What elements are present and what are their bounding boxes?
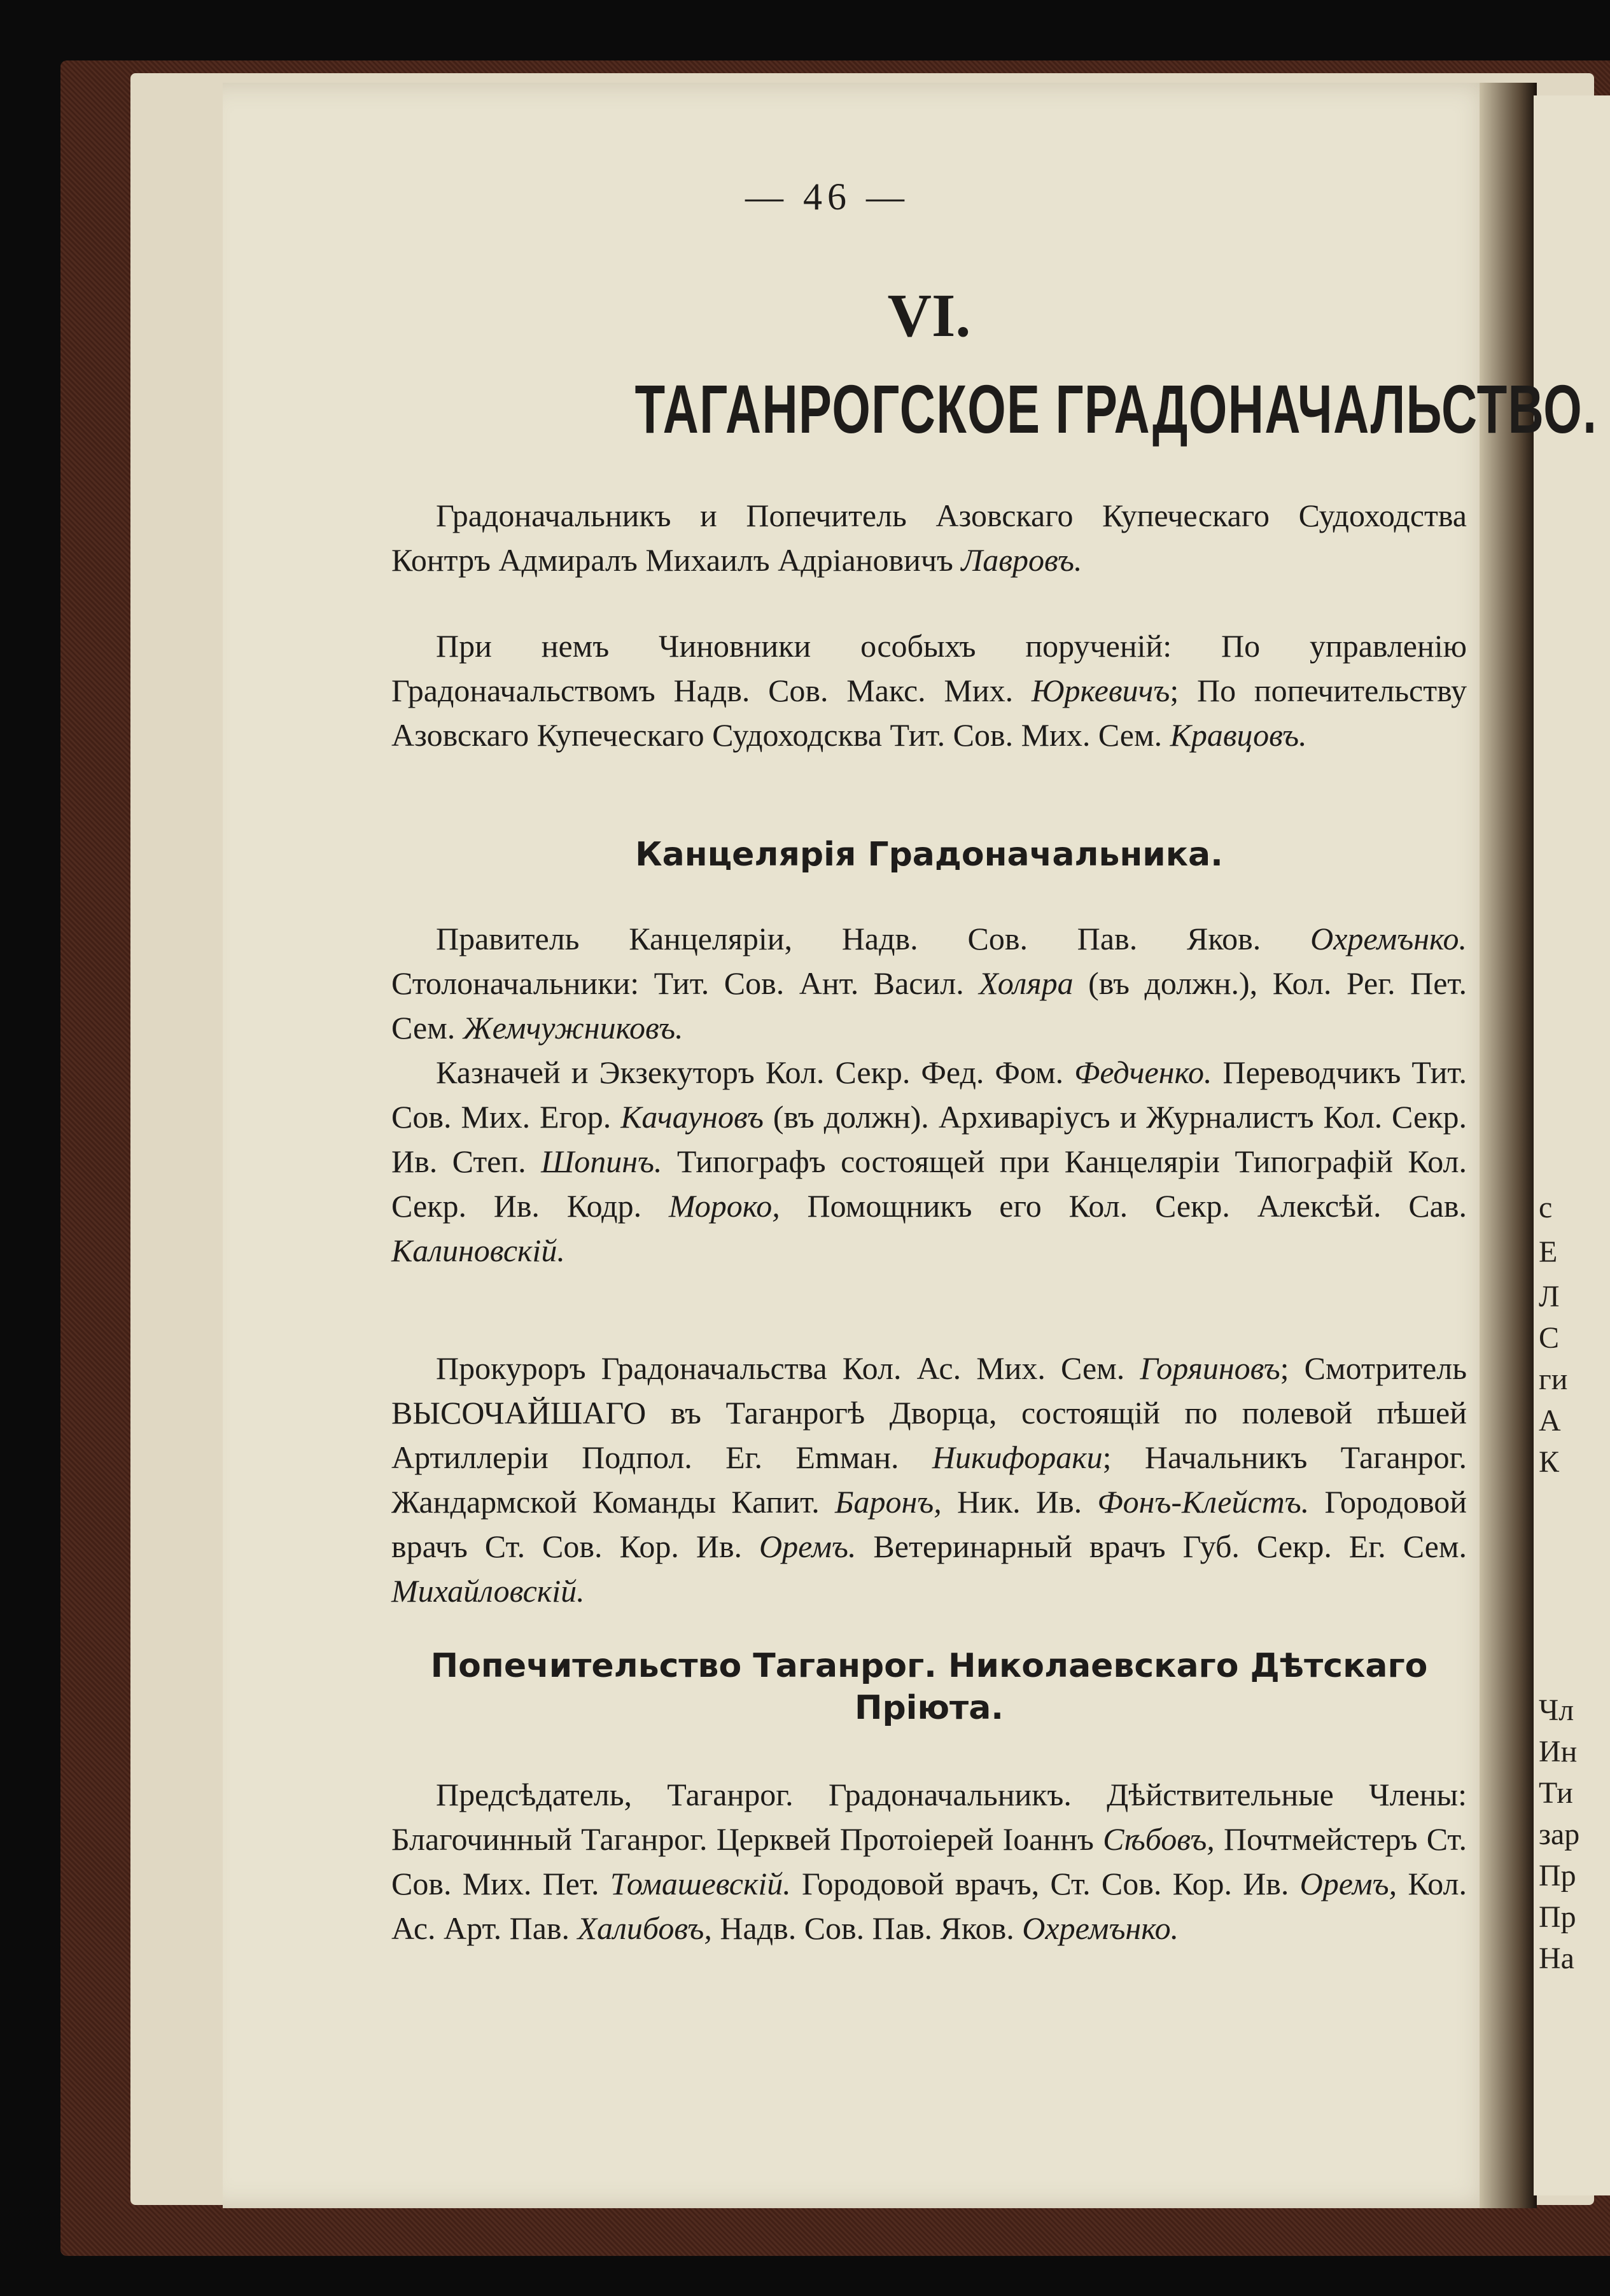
person-name: Шопинъ. xyxy=(541,1144,662,1179)
paragraph-text: Ник. Ив. xyxy=(941,1484,1098,1520)
facing-page-fragment: Пр xyxy=(1539,1900,1576,1934)
person-name: Охремънко. xyxy=(1310,921,1467,956)
person-name: Холяра xyxy=(979,965,1074,1001)
paragraph-text: (въ должн). Архиваріусъ и Журналистъ Кол. Секр. Ив. Степ. xyxy=(391,1099,1467,1179)
paragraph-text: Градоначальникъ и Попечитель Азовскаго Купеческаго Судоходства Контръ Адмиралъ Михаилъ Адріановичъ xyxy=(391,498,1467,578)
person-name: Баронъ, xyxy=(835,1484,942,1520)
person-name: Качауновъ xyxy=(620,1099,764,1135)
person-name: Кравцовъ. xyxy=(1170,717,1307,753)
paragraph-text: Казначей и Экзекуторъ Кол. Секр. Фед. Фом. xyxy=(436,1054,1075,1090)
paragraph-text: ; По попечительству Азовскаго Купеческаго Судоходсква Тит. Сов. Мих. Сем. xyxy=(391,673,1467,753)
person-name: Фонъ-Клейстъ. xyxy=(1097,1484,1310,1520)
chapter-number: VI. xyxy=(887,281,971,349)
paragraph-text: ; Начальникъ Таганрог. Жандармской Команды Капит. xyxy=(391,1439,1467,1520)
person-name: Томашевскій. xyxy=(610,1866,791,1901)
paragraph-text: Надв. Сов. Пав. Яков. xyxy=(711,1910,1023,1946)
person-name: Федченко. xyxy=(1074,1054,1212,1090)
person-name: Сѣбовъ, xyxy=(1103,1821,1215,1857)
paragraph-governor xyxy=(391,493,1467,582)
paragraph-text: Городовой врачъ Ст. Сов. Кор. Ив. xyxy=(391,1484,1467,1564)
paragraph-text: Городовой врачъ, Ст. Сов. Кор. Ив. xyxy=(790,1866,1300,1901)
paragraph-prosecutor xyxy=(391,1346,1467,1613)
paragraph-text: (въ должн.), Кол. Рег. Пет. Сем. xyxy=(391,965,1467,1046)
paragraph-text: Типографъ состоящей при Канцеляріи Типографій Кол. Секр. Ив. Кодр. xyxy=(391,1144,1467,1224)
person-name: Жемчужниковъ. xyxy=(463,1010,683,1046)
paragraph-text: Предсѣдатель, Таганрог. Градоначальникъ. Дѣйствительные Члены: Благочинный Таганрог. Церквей Протоіерей Іоаннъ xyxy=(391,1777,1467,1857)
paragraph-text: Помощникъ его Кол. Секр. Алексѣй. Сав. xyxy=(780,1188,1467,1224)
person-name: Мороко, xyxy=(668,1188,780,1224)
paragraph-text: При немъ Чиновники особыхъ порученій: По управленію Градоначальствомъ Надв. Сов. Макс. Мих. xyxy=(391,628,1467,708)
person-name: Никифораки xyxy=(932,1439,1103,1475)
page-number: — 46 — xyxy=(745,176,909,218)
chapter-title: ТАГАНРОГСКОЕ ГРАДОНАЧАЛЬСТВО. xyxy=(634,370,1598,447)
facing-page-fragment: К xyxy=(1539,1445,1560,1479)
section-heading-orphanage: Попечительство Таганрог. Николаевскаго Дѣтскаго Пріюта. xyxy=(430,1647,1428,1727)
facing-page-fragment: На xyxy=(1539,1942,1574,1975)
facing-page-fragment: Пр xyxy=(1539,1859,1576,1893)
paragraph-orphanage-members xyxy=(391,1772,1467,1950)
paragraph-text: Правитель Канцеляріи, Надв. Сов. Пав. Яков. xyxy=(436,921,1311,956)
paragraph-text: Кол. Ас. Арт. Пав. xyxy=(391,1866,1467,1946)
paragraph-chancellery-head xyxy=(391,916,1467,1050)
person-name: Оремъ, xyxy=(1299,1866,1397,1901)
facing-page-fragment: С xyxy=(1539,1321,1560,1355)
facing-page-fragment: ги xyxy=(1539,1362,1568,1396)
paragraph-text: Переводчикъ Тит. Сов. Мих. Егор. xyxy=(391,1054,1467,1135)
paragraph-text: Прокуроръ Градоначальства Кол. Ас. Мих. Сем. xyxy=(436,1350,1140,1386)
facing-page-fragment: Ин xyxy=(1539,1735,1578,1768)
paragraph-text: Столоначальники: Тит. Сов. Ант. Васил. xyxy=(391,965,979,1001)
section-heading-chancellery: Канцелярія Градоначальника. xyxy=(635,836,1223,874)
person-name: Юркевичъ xyxy=(1031,673,1170,708)
facing-page-fragment: Ти xyxy=(1539,1776,1573,1810)
paragraph-text: Ветеринарный врачъ Губ. Секр. Ег. Сем. xyxy=(856,1529,1467,1564)
person-name: Лавровъ. xyxy=(961,542,1082,578)
person-name: Горяиновъ xyxy=(1140,1350,1280,1386)
facing-page-fragment: Л xyxy=(1539,1280,1560,1313)
facing-page-fragment: А xyxy=(1539,1404,1561,1438)
facing-page-fragment: Чл xyxy=(1539,1693,1574,1727)
facing-page-fragment: Е xyxy=(1539,1235,1558,1269)
paragraph-text: ; Смотритель ВЫСОЧАЙШАГО въ Таганрогѣ Дворца, состоящій по полевой пѣшей Артиллеріи Подпол. Ег. Emман. xyxy=(391,1350,1467,1475)
paragraph-officials xyxy=(391,624,1467,757)
person-name: Калиновскій. xyxy=(391,1233,565,1268)
paragraph-treasurer xyxy=(391,1050,1467,1273)
person-name: Михайловскій. xyxy=(391,1573,585,1609)
facing-page-fragment: зар xyxy=(1539,1817,1580,1851)
person-name: Оремъ. xyxy=(759,1529,857,1564)
person-name: Охремънко. xyxy=(1022,1910,1179,1946)
person-name: Халибовъ, xyxy=(577,1910,712,1946)
paragraph-text: Почтмейстеръ Ст. Сов. Мих. Пет. xyxy=(391,1821,1467,1901)
facing-page-fragment: с xyxy=(1539,1191,1553,1224)
